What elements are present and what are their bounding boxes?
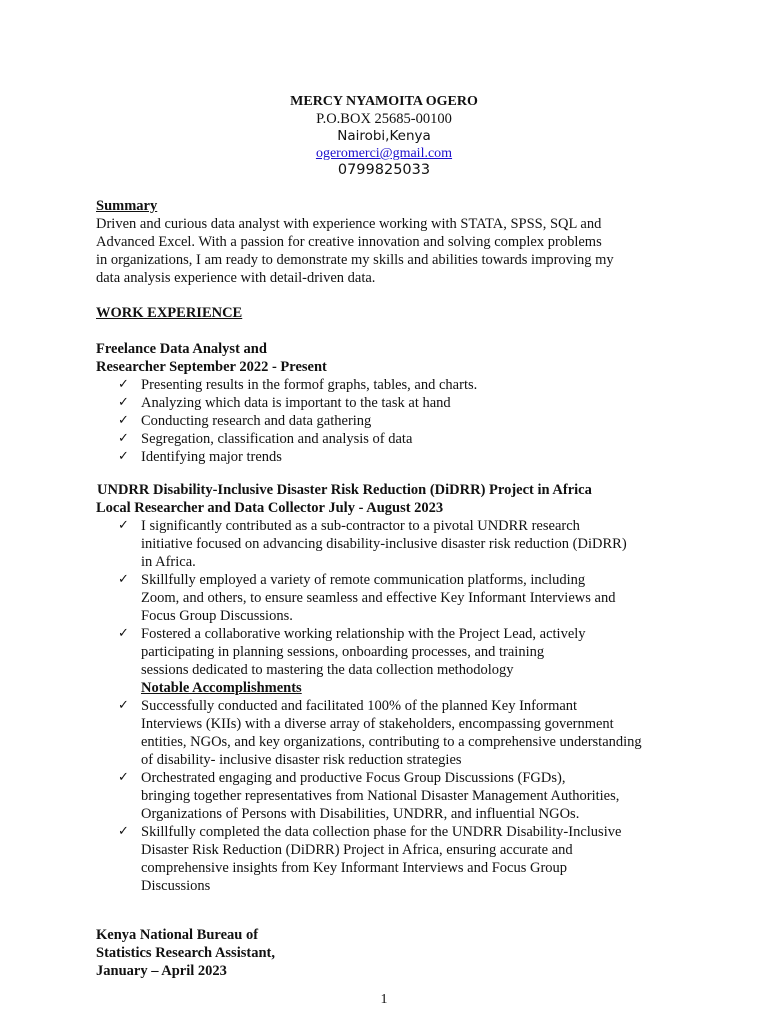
- check-icon: ✓: [118, 518, 129, 533]
- candidate-name: MERCY NYAMOITA OGERO: [290, 94, 478, 109]
- list-item: [96, 394, 676, 412]
- po-box: P.O.BOX 25685-00100: [316, 111, 452, 127]
- check-icon: ✓: [118, 395, 129, 410]
- summary-heading: Summary: [96, 198, 158, 214]
- work-heading-text: WORK EXPERIENCE: [96, 305, 243, 321]
- list-item: [96, 823, 716, 895]
- list-item: [96, 571, 716, 625]
- bullet-line: Discussions: [141, 878, 211, 894]
- bullet-line: Zoom, and others, to ensure seamless and effective Key Informant Interviews and: [141, 590, 616, 606]
- bullet-line: Skillfully completed the data collection phase for the UNDRR Disability-Inclusive: [141, 824, 622, 840]
- job-title: Local Researcher and Data Collector July - August 2023: [96, 500, 444, 516]
- bullet-line: I significantly contributed as a sub-contractor to a pivotal UNDRR research: [141, 518, 580, 534]
- bullet-line: Disaster Risk Reduction (DiDRR) Project in Africa, ensuring accurate and: [141, 842, 573, 858]
- bullet-text: Conducting research and data gathering: [141, 413, 372, 429]
- job-undrr: [96, 481, 716, 895]
- bullet-text: Identifying major trends: [141, 449, 282, 465]
- list-item: [96, 448, 676, 466]
- job-dates: January – April 2023: [96, 963, 227, 979]
- check-icon: ✓: [118, 626, 129, 641]
- list-item: [96, 769, 716, 823]
- list-item: [96, 430, 676, 448]
- job-title: Statistics Research Assistant,: [96, 945, 275, 961]
- phone: 0799825033: [337, 162, 431, 178]
- work-heading: [96, 304, 676, 322]
- bullet-line: entities, NGOs, and key organizations, contributing to a comprehensive understanding: [141, 734, 642, 750]
- email-link[interactable]: ogeromerci@gmail.com: [315, 146, 453, 161]
- list-item: [96, 625, 716, 679]
- bullet-text: Analyzing which data is important to the task at hand: [141, 395, 451, 411]
- summary-line: Driven and curious data analyst with experience working with STATA, SPSS, SQL and: [96, 216, 602, 232]
- check-icon: ✓: [118, 413, 129, 428]
- accomplishment-list: [96, 697, 716, 895]
- bullet-line: of disability- inclusive disaster risk reduction strategies: [141, 752, 462, 768]
- summary-line: in organizations, I am ready to demonstrate my skills and abilities towards improving my: [96, 252, 614, 268]
- list-item: [96, 412, 676, 430]
- list-item: [96, 376, 676, 394]
- accomplishments-heading: Notable Accomplishments: [141, 680, 302, 696]
- check-icon: ✓: [118, 431, 129, 446]
- city: Nairobi,Kenya: [337, 128, 431, 144]
- summary-section: [96, 197, 676, 287]
- email: [0, 145, 768, 162]
- job-title: Kenya National Bureau of: [96, 927, 259, 943]
- check-icon: ✓: [118, 698, 129, 713]
- bullet-line: Interviews (KIIs) with a diverse array of stakeholders, encompassing government: [141, 716, 614, 732]
- list-item: [96, 517, 716, 571]
- job-knbs: [96, 926, 676, 980]
- bullet-line: comprehensive insights from Key Informant Interviews and Focus Group: [141, 860, 568, 876]
- bullet-line: Successfully conducted and facilitated 100% of the planned Key Informant: [141, 698, 578, 714]
- bullet-line: bringing together representatives from National Disaster Management Authorities,: [141, 788, 620, 804]
- job-title: Freelance Data Analyst and: [96, 341, 267, 357]
- bullet-line: Orchestrated engaging and productive Focus Group Discussions (FGDs),: [141, 770, 566, 786]
- bullet-line: Skillfully employed a variety of remote communication platforms, including: [141, 572, 586, 588]
- page-number: 1: [380, 992, 388, 1007]
- check-icon: ✓: [118, 824, 129, 839]
- bullet-line: participating in planning sessions, onboarding processes, and training: [141, 644, 545, 660]
- bullet-line: Organizations of Persons with Disabilities, UNDRR, and influential NGOs.: [141, 806, 580, 822]
- check-icon: ✓: [118, 572, 129, 587]
- check-icon: ✓: [118, 770, 129, 785]
- bullet-line: sessions dedicated to mastering the data collection methodology: [141, 662, 514, 678]
- bullet-line: initiative focused on advancing disability-inclusive disaster risk reduction (DiDRR): [141, 536, 627, 552]
- bullet-list: [96, 376, 676, 466]
- summary-line: Advanced Excel. With a passion for creative innovation and solving complex problems: [96, 234, 602, 250]
- project-title: UNDRR Disability-Inclusive Disaster Risk Reduction (DiDRR) Project in Africa: [97, 482, 592, 498]
- job-freelance: [96, 340, 676, 466]
- bullet-list: [96, 517, 716, 679]
- bullet-line: Fostered a collaborative working relationship with the Project Lead, actively: [141, 626, 586, 642]
- bullet-text: Presenting results in the formof graphs, tables, and charts.: [141, 377, 478, 393]
- bullet-text: Segregation, classification and analysis of data: [141, 431, 413, 447]
- list-item: [96, 697, 716, 769]
- job-title: Researcher September 2022 - Present: [96, 359, 327, 375]
- bullet-line: Focus Group Discussions.: [141, 608, 293, 624]
- check-icon: ✓: [118, 377, 129, 392]
- summary-line: data analysis experience with detail-driven data.: [96, 270, 376, 286]
- check-icon: ✓: [118, 449, 129, 464]
- bullet-line: in Africa.: [141, 554, 196, 570]
